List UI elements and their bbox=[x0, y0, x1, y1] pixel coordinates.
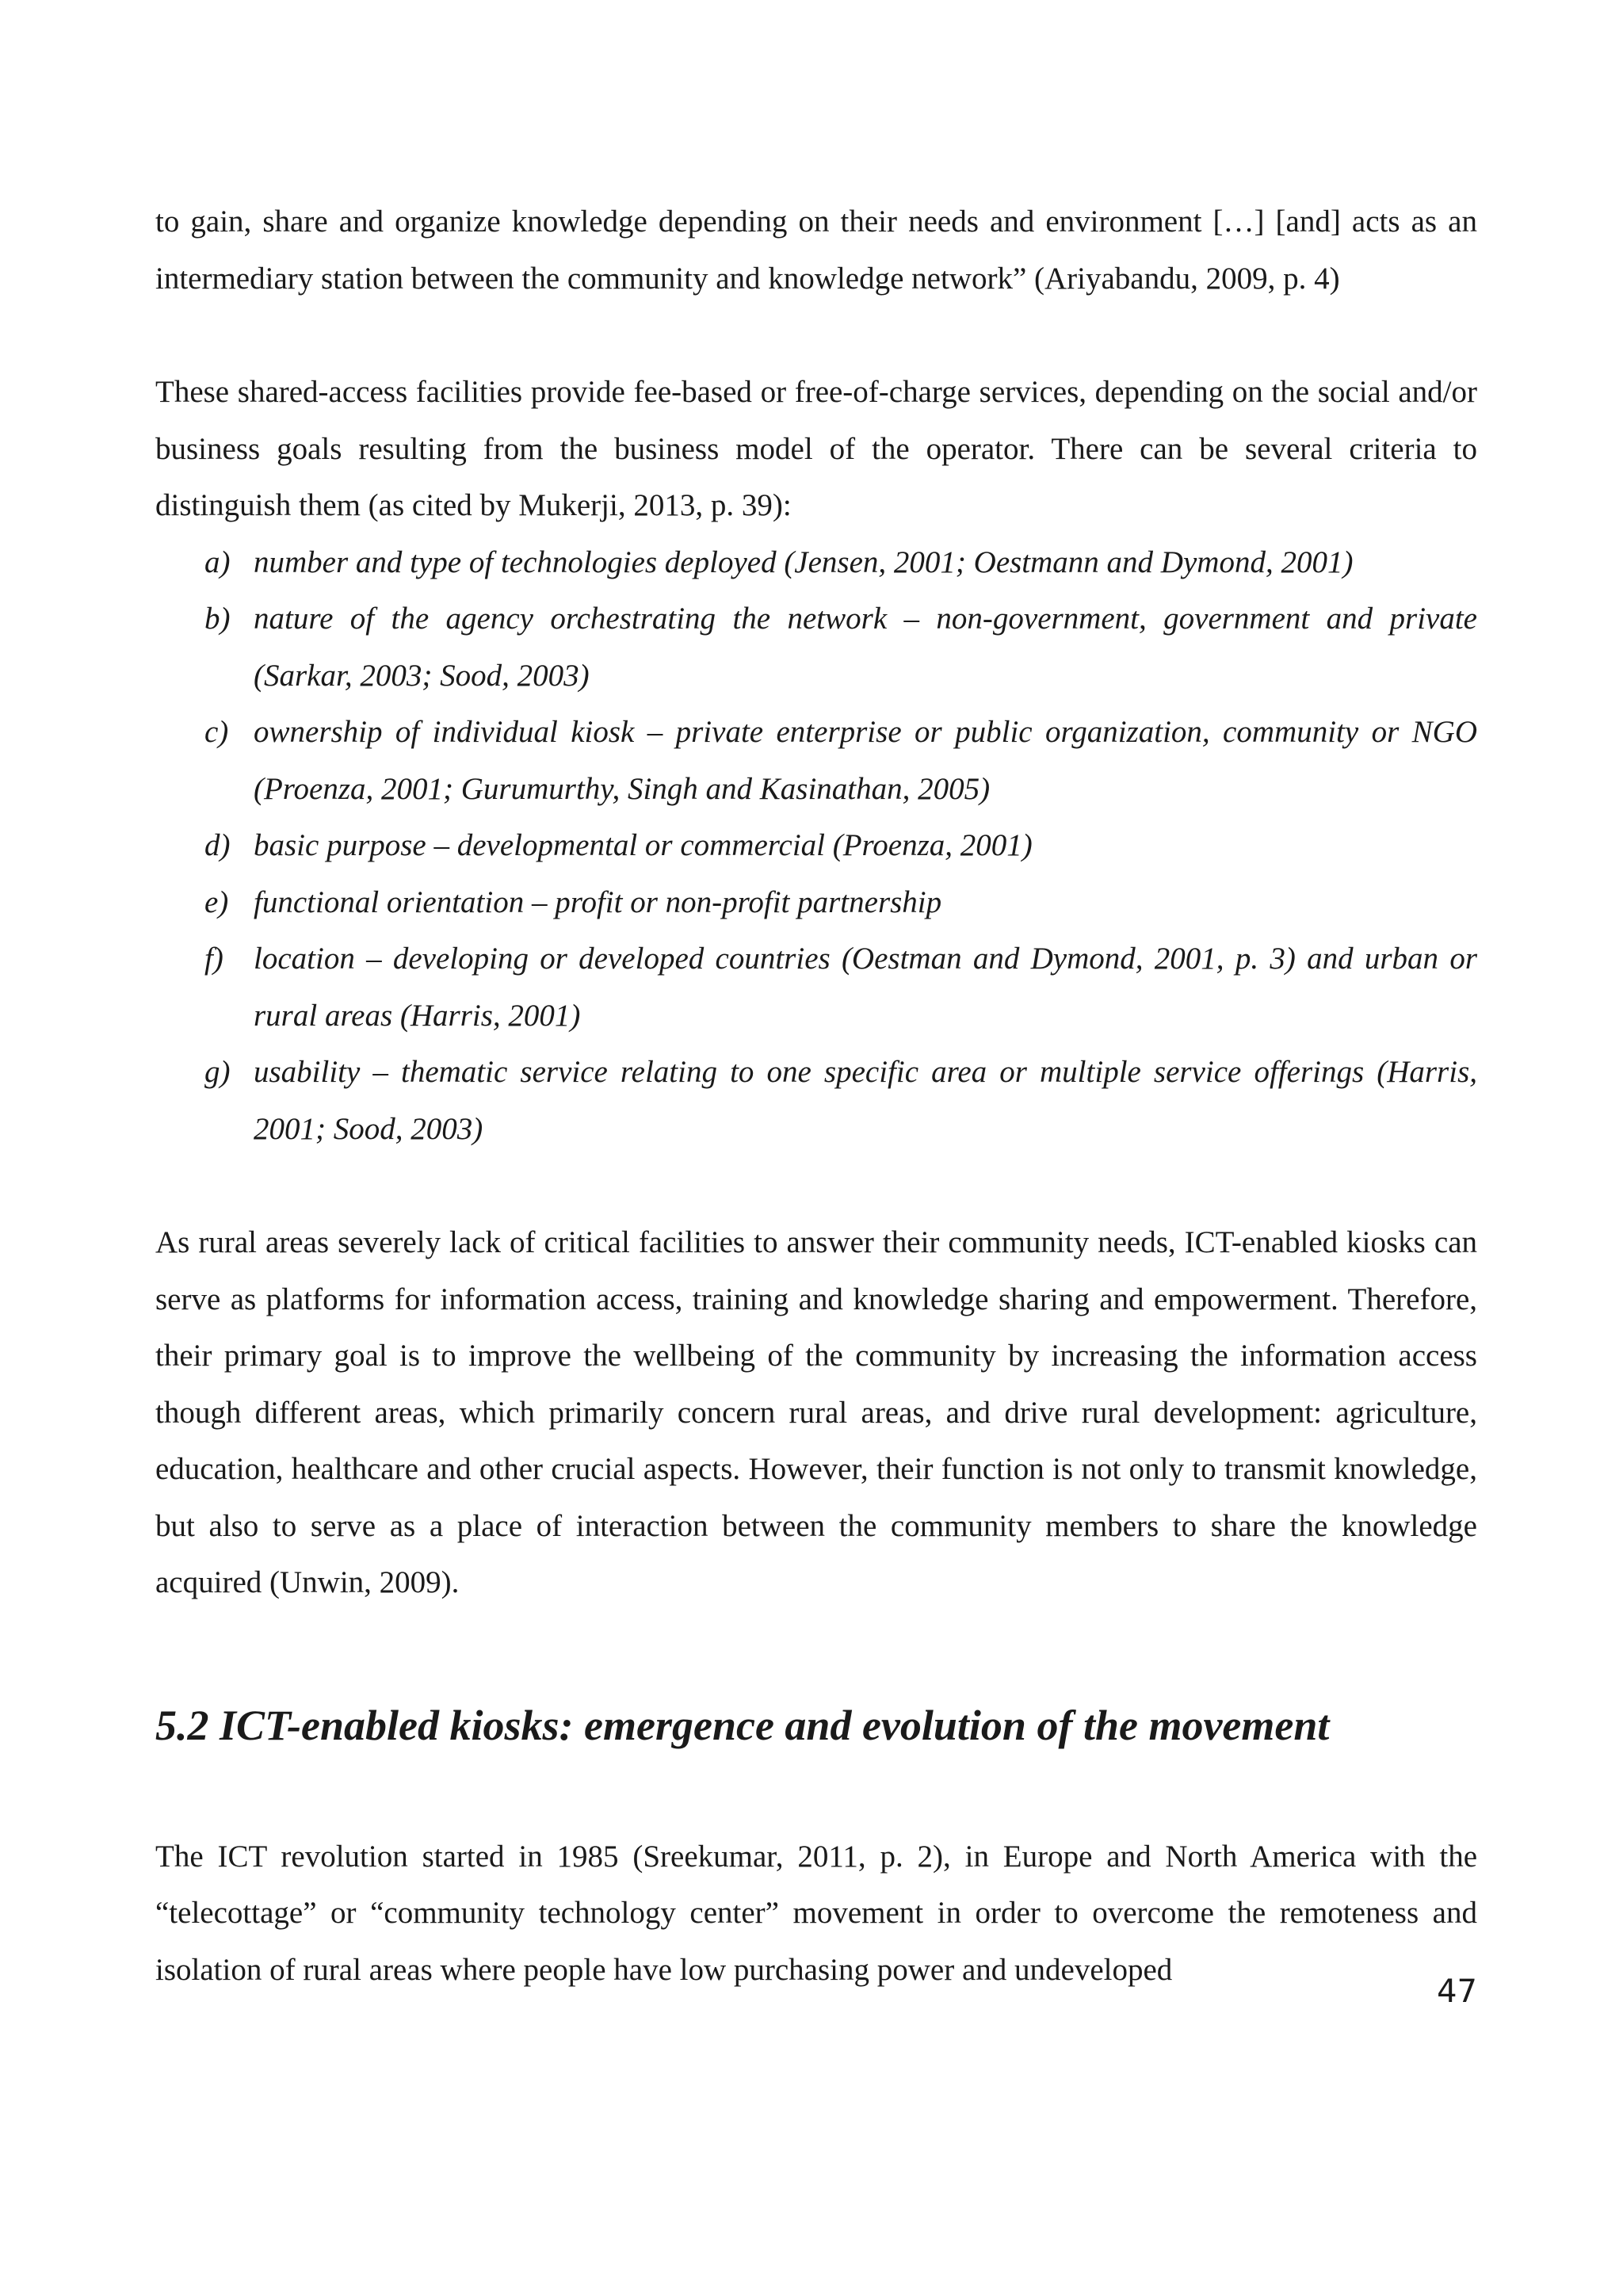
criteria-text: number and type of technologies deployed (Jensen, 2001; Oestmann and Dymond, 2001) bbox=[254, 544, 1354, 579]
list-marker: a) bbox=[204, 544, 231, 579]
paragraph-shared-access: These shared-access facilities provide fee-based or free-of-charge services, depending on the social and/or business goals resulting from the business model of the operator. There can be several criteria to distinguish them (as cited by Mukerji, 2013, p. 39): bbox=[155, 375, 1477, 522]
list-marker: c) bbox=[204, 715, 229, 749]
criteria-text: nature of the agency orchestrating the network – non-government, government and private (Sarkar, 2003; Sood, 2003) bbox=[254, 602, 1477, 693]
list-marker: b) bbox=[204, 602, 231, 636]
list-marker: d) bbox=[204, 828, 231, 862]
criteria-list-container bbox=[155, 534, 1477, 1158]
list-marker: f) bbox=[204, 942, 223, 976]
paragraph-ict-revolution: The ICT revolution started in 1985 (Sreekumar, 2011, p. 2), in Europe and North America with the “telecottage” or “community technology center” movement in order to overcome the remoteness and isolation of rural areas where people have low purchasing power and undeveloped bbox=[155, 1839, 1477, 1987]
criteria-text: functional orientation – profit or non-profit partnership bbox=[254, 884, 942, 919]
paragraph-quote-continuation: to gain, share and organize knowledge depending on their needs and environment […] [and] acts as an intermediary station between the community and knowledge network” (Ariyabandu, 2009, p. 4) bbox=[155, 204, 1477, 296]
criteria-text: usability – thematic service relating to one specific area or multiple service offerings (Harris, 2001; Sood, 2003) bbox=[254, 1055, 1477, 1146]
criteria-item bbox=[155, 817, 1477, 874]
paragraph-ict-kiosks: As rural areas severely lack of critical facilities to answer their community needs, ICT-enabled kiosks can serve as platforms for information access, training and knowledge sharing and empowerment. Therefore, their primary goal is to improve the wellbeing of the community by increasing the information access though different areas, which primarily concern rural areas, and drive rural development: agriculture, education, healthcare and other crucial aspects. However, their function is not only to transmit knowledge, but also to serve as a place of interaction between the community members to share the knowledge acquired (Unwin, 2009). bbox=[155, 1225, 1477, 1599]
criteria-item bbox=[155, 534, 1477, 591]
criteria-item bbox=[155, 704, 1477, 817]
list-marker: e) bbox=[204, 884, 229, 919]
page-number: 47 bbox=[1437, 1973, 1477, 2010]
document-page bbox=[155, 193, 1477, 1998]
criteria-item bbox=[155, 590, 1477, 704]
criteria-item bbox=[155, 930, 1477, 1044]
section-heading: 5.2 ICT-enabled kiosks: emergence and evolution of the movement bbox=[155, 1701, 1330, 1749]
criteria-text: ownership of individual kiosk – private enterprise or public organization, community or NGO (Proenza, 2001; Gurumurthy, Singh and Kasinathan, 2005) bbox=[254, 715, 1477, 806]
criteria-text: basic purpose – developmental or commercial (Proenza, 2001) bbox=[254, 828, 1033, 862]
criteria-item bbox=[155, 1044, 1477, 1157]
list-marker: g) bbox=[204, 1055, 231, 1089]
criteria-item bbox=[155, 874, 1477, 931]
criteria-list bbox=[155, 534, 1477, 1158]
criteria-text: location – developing or developed countries (Oestman and Dymond, 2001, p. 3) and urban or rural areas (Harris, 2001) bbox=[254, 942, 1477, 1033]
